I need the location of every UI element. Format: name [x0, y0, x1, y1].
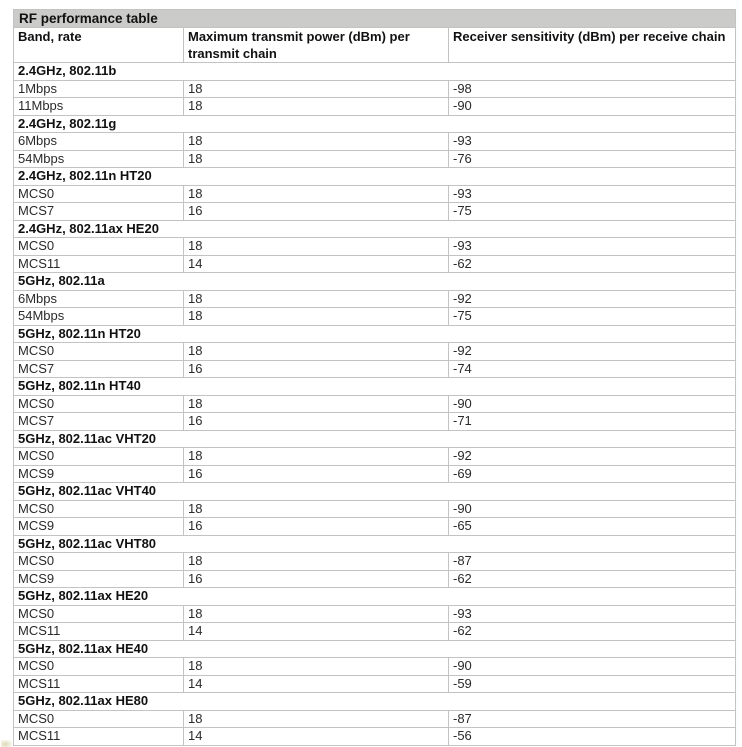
- rx-sensitivity-cell: -62: [449, 255, 736, 273]
- section-row: [14, 640, 736, 658]
- data-row: [14, 238, 736, 256]
- section-band-cell: 2.4GHz, 802.11n HT20: [14, 168, 736, 186]
- section-band-cell: 2.4GHz, 802.11g: [14, 115, 736, 133]
- tx-power-cell: 14: [184, 675, 449, 693]
- data-row: [14, 203, 736, 221]
- tx-power-cell: 16: [184, 518, 449, 536]
- data-row: [14, 623, 736, 641]
- table-title: RF performance table: [14, 10, 736, 28]
- tx-power-cell: 18: [184, 553, 449, 571]
- rate-cell: 6Mbps: [14, 290, 184, 308]
- rate-cell: MCS11: [14, 623, 184, 641]
- tx-power-cell: 18: [184, 710, 449, 728]
- rate-cell: MCS7: [14, 203, 184, 221]
- rate-cell: MCS9: [14, 465, 184, 483]
- rx-sensitivity-cell: -92: [449, 343, 736, 361]
- rate-cell: 11Mbps: [14, 98, 184, 116]
- table-header-row: [14, 28, 736, 63]
- rate-cell: 1Mbps: [14, 80, 184, 98]
- tx-power-cell: 18: [184, 150, 449, 168]
- section-row: [14, 168, 736, 186]
- data-row: [14, 518, 736, 536]
- column-header-band-rate: Band, rate: [14, 28, 184, 63]
- data-row: [14, 448, 736, 466]
- section-band-cell: 2.4GHz, 802.11b: [14, 63, 736, 81]
- section-row: [14, 63, 736, 81]
- section-band-cell: 2.4GHz, 802.11ax HE20: [14, 220, 736, 238]
- rate-cell: MCS0: [14, 343, 184, 361]
- section-band-cell: 5GHz, 802.11ax HE20: [14, 588, 736, 606]
- rate-cell: MCS11: [14, 255, 184, 273]
- tx-power-cell: 18: [184, 500, 449, 518]
- tx-power-cell: 14: [184, 255, 449, 273]
- table-body: [14, 63, 736, 746]
- section-row: [14, 273, 736, 291]
- rate-cell: MCS0: [14, 710, 184, 728]
- data-row: [14, 710, 736, 728]
- data-row: [14, 255, 736, 273]
- section-band-cell: 5GHz, 802.11ax HE40: [14, 640, 736, 658]
- tx-power-cell: 16: [184, 360, 449, 378]
- section-row: [14, 483, 736, 501]
- data-row: [14, 658, 736, 676]
- rx-sensitivity-cell: -90: [449, 500, 736, 518]
- data-row: [14, 98, 736, 116]
- section-row: [14, 535, 736, 553]
- data-row: [14, 308, 736, 326]
- tx-power-cell: 18: [184, 448, 449, 466]
- rate-cell: MCS9: [14, 570, 184, 588]
- cropped-icon-fragment: [1, 740, 12, 747]
- data-row: [14, 553, 736, 571]
- tx-power-cell: 16: [184, 465, 449, 483]
- data-row: [14, 500, 736, 518]
- rate-cell: MCS0: [14, 500, 184, 518]
- rx-sensitivity-cell: -92: [449, 448, 736, 466]
- tx-power-cell: 18: [184, 290, 449, 308]
- rx-sensitivity-cell: -87: [449, 553, 736, 571]
- section-row: [14, 588, 736, 606]
- rate-cell: MCS0: [14, 395, 184, 413]
- rx-sensitivity-cell: -90: [449, 395, 736, 413]
- tx-power-cell: 18: [184, 395, 449, 413]
- rx-sensitivity-cell: -71: [449, 413, 736, 431]
- rx-sensitivity-cell: -62: [449, 570, 736, 588]
- rate-cell: MCS9: [14, 518, 184, 536]
- rx-sensitivity-cell: -62: [449, 623, 736, 641]
- section-band-cell: 5GHz, 802.11n HT20: [14, 325, 736, 343]
- rate-cell: MCS0: [14, 238, 184, 256]
- tx-power-cell: 18: [184, 98, 449, 116]
- section-band-cell: 5GHz, 802.11n HT40: [14, 378, 736, 396]
- data-row: [14, 675, 736, 693]
- rate-cell: MCS11: [14, 728, 184, 746]
- tx-power-cell: 18: [184, 605, 449, 623]
- data-row: [14, 150, 736, 168]
- rx-sensitivity-cell: -92: [449, 290, 736, 308]
- section-band-cell: 5GHz, 802.11a: [14, 273, 736, 291]
- rate-cell: 6Mbps: [14, 133, 184, 151]
- tx-power-cell: 18: [184, 658, 449, 676]
- section-row: [14, 378, 736, 396]
- tx-power-cell: 14: [184, 728, 449, 746]
- data-row: [14, 605, 736, 623]
- rate-cell: MCS0: [14, 553, 184, 571]
- rate-cell: 54Mbps: [14, 150, 184, 168]
- section-band-cell: 5GHz, 802.11ac VHT80: [14, 535, 736, 553]
- rate-cell: MCS7: [14, 360, 184, 378]
- rx-sensitivity-cell: -93: [449, 238, 736, 256]
- table-title-row: [14, 10, 736, 28]
- column-header-receiver-sensitivity: Receiver sensitivity (dBm) per receive chain: [449, 28, 736, 63]
- rate-cell: MCS0: [14, 658, 184, 676]
- rx-sensitivity-cell: -90: [449, 658, 736, 676]
- tx-power-cell: 18: [184, 343, 449, 361]
- rx-sensitivity-cell: -65: [449, 518, 736, 536]
- rx-sensitivity-cell: -75: [449, 308, 736, 326]
- rf-performance-table: [13, 9, 736, 746]
- data-row: [14, 465, 736, 483]
- data-row: [14, 185, 736, 203]
- section-row: [14, 220, 736, 238]
- tx-power-cell: 16: [184, 570, 449, 588]
- rate-cell: MCS11: [14, 675, 184, 693]
- tx-power-cell: 18: [184, 308, 449, 326]
- rate-cell: MCS0: [14, 605, 184, 623]
- rx-sensitivity-cell: -98: [449, 80, 736, 98]
- rx-sensitivity-cell: -90: [449, 98, 736, 116]
- rate-cell: MCS0: [14, 185, 184, 203]
- data-row: [14, 728, 736, 746]
- tx-power-cell: 18: [184, 185, 449, 203]
- section-row: [14, 693, 736, 711]
- rx-sensitivity-cell: -75: [449, 203, 736, 221]
- rate-cell: MCS7: [14, 413, 184, 431]
- column-header-max-transmit-power: Maximum transmit power (dBm) per transmit chain: [184, 28, 449, 63]
- rx-sensitivity-cell: -93: [449, 605, 736, 623]
- tx-power-cell: 16: [184, 413, 449, 431]
- section-band-cell: 5GHz, 802.11ac VHT40: [14, 483, 736, 501]
- tx-power-cell: 16: [184, 203, 449, 221]
- rx-sensitivity-cell: -56: [449, 728, 736, 746]
- data-row: [14, 570, 736, 588]
- rx-sensitivity-cell: -93: [449, 133, 736, 151]
- rx-sensitivity-cell: -69: [449, 465, 736, 483]
- rx-sensitivity-cell: -93: [449, 185, 736, 203]
- data-row: [14, 290, 736, 308]
- rx-sensitivity-cell: -87: [449, 710, 736, 728]
- tx-power-cell: 18: [184, 238, 449, 256]
- section-row: [14, 430, 736, 448]
- section-row: [14, 115, 736, 133]
- rx-sensitivity-cell: -59: [449, 675, 736, 693]
- tx-power-cell: 18: [184, 80, 449, 98]
- data-row: [14, 133, 736, 151]
- data-row: [14, 395, 736, 413]
- data-row: [14, 343, 736, 361]
- data-row: [14, 360, 736, 378]
- section-band-cell: 5GHz, 802.11ax HE80: [14, 693, 736, 711]
- tx-power-cell: 14: [184, 623, 449, 641]
- data-row: [14, 80, 736, 98]
- rate-cell: MCS0: [14, 448, 184, 466]
- rx-sensitivity-cell: -74: [449, 360, 736, 378]
- section-row: [14, 325, 736, 343]
- data-row: [14, 413, 736, 431]
- rate-cell: 54Mbps: [14, 308, 184, 326]
- rx-sensitivity-cell: -76: [449, 150, 736, 168]
- section-band-cell: 5GHz, 802.11ac VHT20: [14, 430, 736, 448]
- tx-power-cell: 18: [184, 133, 449, 151]
